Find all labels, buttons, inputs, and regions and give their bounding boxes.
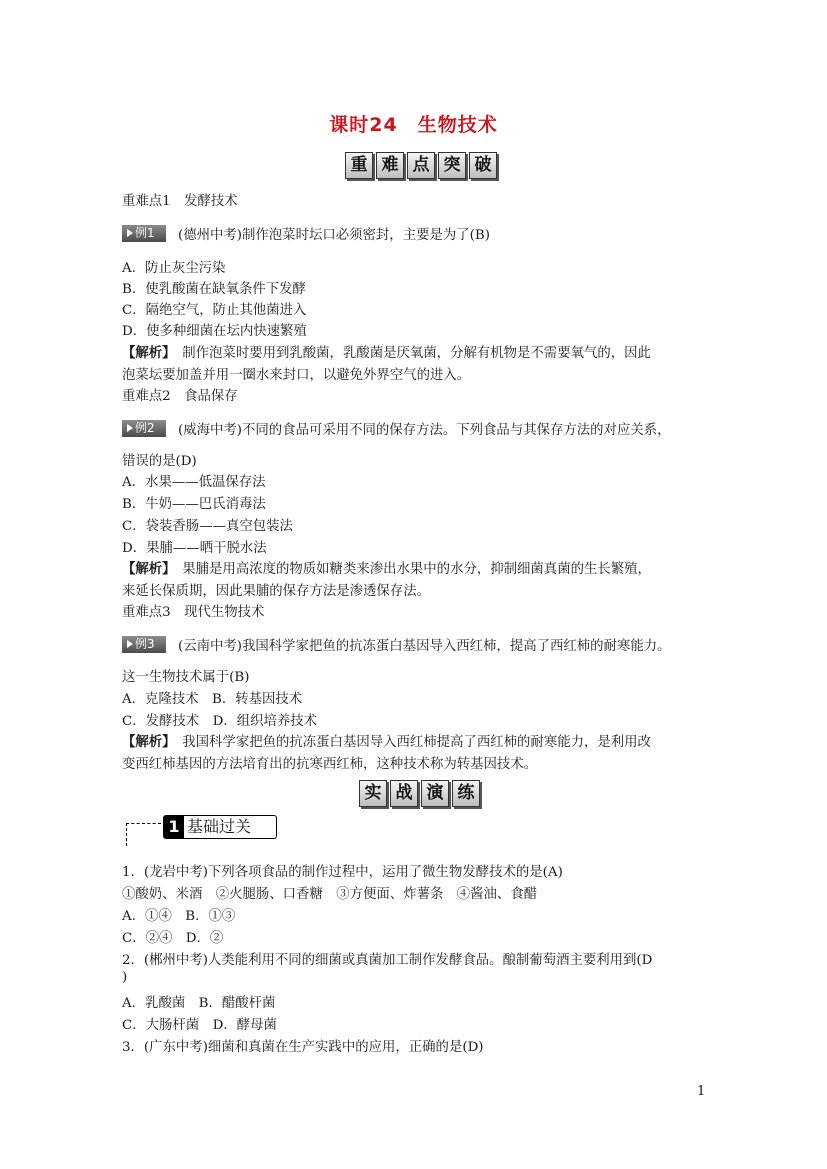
heading-char: 实: [359, 780, 387, 807]
example2-option-c: C．袋装香肠——真空包装法: [122, 519, 293, 534]
example3-tag: 例3: [122, 636, 166, 653]
example2-option-a: A．水果——低温保存法: [122, 475, 266, 490]
example3-question: 例3 (云南中考)我国科学家把鱼的抗冻蛋白基因导入西红柿，提高了西红柿的耐寒能力。: [122, 635, 671, 655]
focus3-heading: 重难点3 现代生物技术: [122, 605, 265, 620]
example2-analysis-cont: 来延长保质期，因此果脯的保存方法是渗透保存法。: [122, 584, 430, 599]
example2-option-b: B．牛奶——巴氏消毒法: [122, 497, 266, 512]
focus2-heading: 重难点2 食品保存: [122, 389, 238, 404]
example2-tag: 例2: [122, 420, 166, 437]
focus1-heading: 重难点1 发酵技术: [122, 194, 238, 209]
play-triangle-icon: [127, 424, 133, 432]
heading-char: 战: [390, 780, 418, 807]
section-basic-level: [126, 817, 276, 845]
example3-question-cont: 这一生物技术属于(B): [122, 670, 250, 685]
q1-items: ①酸奶、米酒 ②火腿肠、口香糖 ③方便面、炸薯条 ④酱油、食醋: [122, 887, 538, 902]
heading-char: 练: [452, 780, 480, 807]
example3-analysis-cont: 变西红柿基因的方法培育出的抗寒西红柿，这种技术称为转基因技术。: [122, 757, 538, 772]
example2-question: 例2 (威海中考)不同的食品可采用不同的保存方法。下列食品与其保存方法的对应关系，: [122, 419, 671, 439]
heading-char: 演: [421, 780, 449, 807]
q1-option-cd: C．②④ D．②: [122, 931, 224, 946]
example1-analysis-cont: 泡菜坛要加盖并用一圈水来封口，以避免外界空气的进入。: [122, 368, 471, 383]
example1-question: 例1 (德州中考)制作泡菜时坛口必须密封，主要是为了(B): [122, 224, 490, 244]
play-triangle-icon: [127, 229, 133, 237]
play-triangle-icon: [127, 640, 133, 648]
heading-key-points: [345, 152, 497, 179]
q2-stem-cont: ): [122, 970, 128, 985]
heading-char: 突: [438, 152, 466, 179]
heading-char: 破: [469, 152, 497, 179]
example1-option-a: A．防止灰尘污染: [122, 261, 226, 276]
example1-option-c: C．隔绝空气，防止其他菌进入: [122, 303, 307, 318]
example1-option-b: B．使乳酸菌在缺氧条件下发酵: [122, 282, 306, 297]
example1-analysis: 【解析】 制作泡菜时要用到乳酸菌，乳酸菌是厌氧菌，分解有机物是不需要氧气的，因此: [122, 345, 651, 361]
example2-question-cont: 错误的是(D): [122, 454, 197, 469]
example1-option-d: D．使多种细菌在坛内快速繁殖: [122, 324, 307, 339]
example2-option-d: D．果脯——晒干脱水法: [122, 541, 267, 556]
heading-practice: [359, 780, 480, 807]
heading-char: 难: [376, 152, 404, 179]
lesson-title: 课时24 生物技术: [329, 114, 498, 136]
example3-option-cd: C．发酵技术 D．组织培养技术: [122, 714, 318, 729]
q2-stem: 2．(郴州中考)人类能利用不同的细菌或真菌加工制作发酵食品。酿制葡萄酒主要利用到(D: [122, 953, 653, 968]
page-number: 1: [697, 1084, 706, 1099]
example1-tag: 例1: [122, 225, 166, 242]
q1-option-ab: A．①④ B．①③: [122, 909, 236, 924]
example2-analysis: 【解析】 果脯是用高浓度的物质如糖类来渗出水果中的水分，抑制细菌真菌的生长繁殖，: [122, 561, 651, 577]
q2-option-ab: A．乳酸菌 B．醋酸杆菌: [122, 996, 276, 1011]
q3-stem: 3．(广东中考)细菌和真菌在生产实践中的应用，正确的是(D): [122, 1040, 484, 1055]
q1-stem: 1．(龙岩中考)下列各项食品的制作过程中，运用了微生物发酵技术的是(A): [122, 865, 563, 880]
section-dotted-bracket: [126, 823, 161, 846]
example3-analysis: 【解析】 我国科学家把鱼的抗冻蛋白基因导入西红柿提高了西红柿的耐寒能力，是利用改: [122, 734, 651, 750]
example3-option-ab: A．克隆技术 B．转基因技术: [122, 692, 303, 707]
heading-char: 重: [345, 152, 373, 179]
q2-option-cd: C．大肠杆菌 D．酵母菌: [122, 1018, 277, 1033]
section-badge: 1 基础过关: [163, 815, 277, 839]
heading-char: 点: [407, 152, 435, 179]
